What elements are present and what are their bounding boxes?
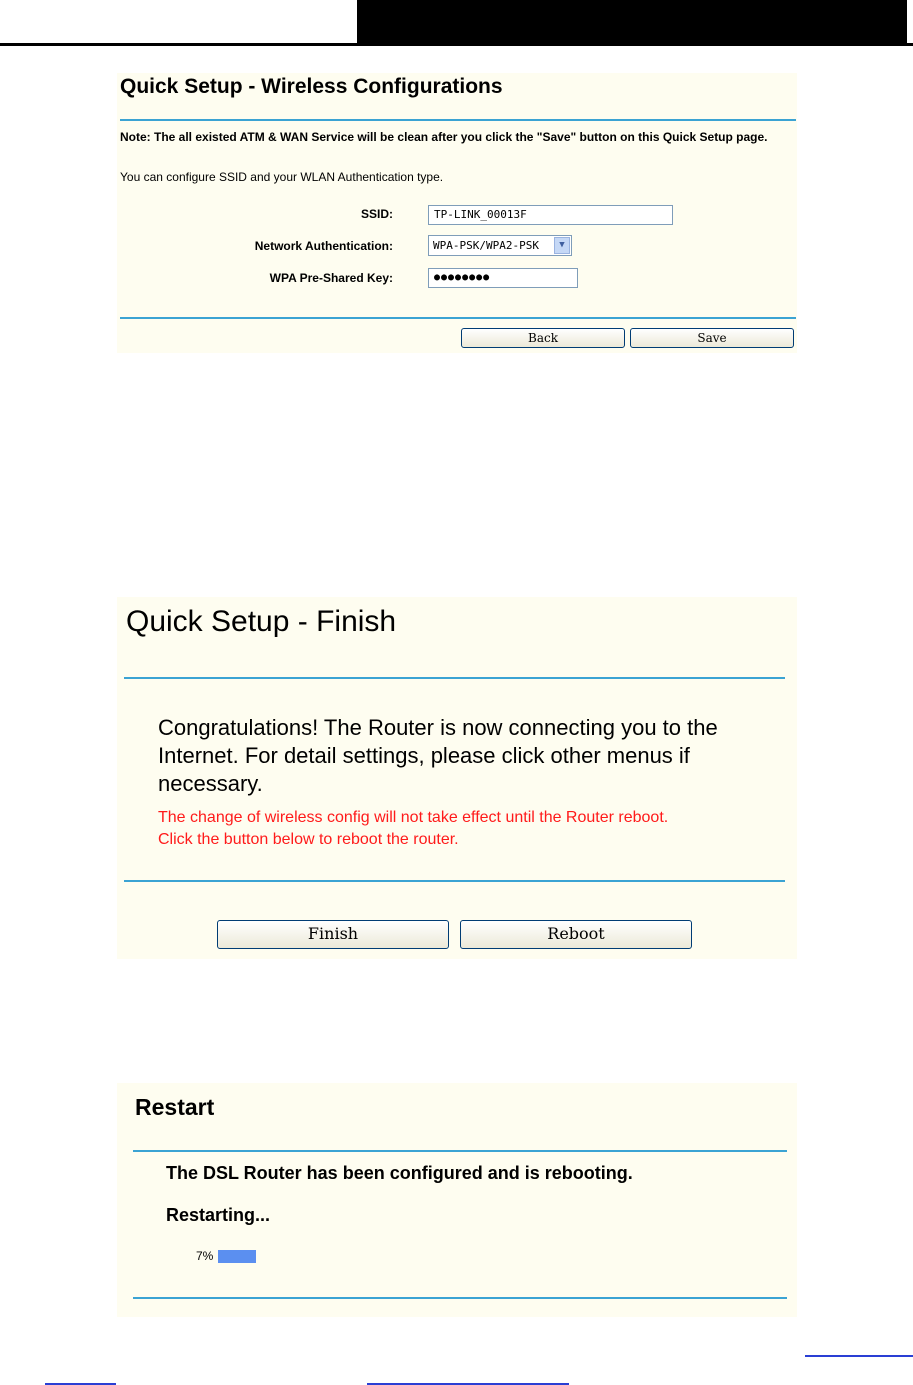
- finish-button[interactable]: Finish: [217, 920, 449, 949]
- ssid-input[interactable]: TP-LINK_00013F: [428, 205, 673, 225]
- back-button[interactable]: Back: [461, 328, 625, 348]
- chevron-down-icon[interactable]: ▼: [554, 237, 570, 254]
- page-title: Restart: [135, 1094, 215, 1120]
- restarting-status: Restarting...: [166, 1205, 271, 1225]
- title-divider: [133, 1150, 787, 1152]
- warning-text: [158, 807, 668, 851]
- warning-line-2: Click the button below to reboot the router.: [158, 831, 459, 848]
- header-bar: [357, 0, 907, 43]
- intro-text: You can configure SSID and your WLAN Authentication type.: [120, 170, 444, 184]
- title-divider: [120, 119, 796, 121]
- auth-select[interactable]: [428, 235, 572, 256]
- auth-select-value: WPA-PSK/WPA2-PSK: [433, 239, 539, 252]
- footer-link-underline[interactable]: [805, 1355, 913, 1357]
- page-title: Quick Setup - Wireless Configurations: [120, 75, 503, 98]
- key-label: WPA Pre-Shared Key:: [269, 271, 393, 285]
- auth-label: Network Authentication:: [254, 239, 393, 253]
- ssid-label: SSID:: [360, 207, 393, 221]
- header-rule: [0, 43, 913, 46]
- title-divider: [124, 677, 785, 679]
- progress-label: 7%: [196, 1249, 214, 1263]
- progress-bar-fill: [218, 1250, 256, 1263]
- restart-panel: [117, 1083, 797, 1317]
- note-text: Note: The all existed ATM & WAN Service will be clean after you click the "Save" button on this Quick Setup page.: [120, 130, 768, 144]
- warning-line-1: The change of wireless config will not take effect until the Router reboot.: [158, 809, 669, 826]
- footer-divider: [124, 880, 785, 882]
- finish-panel: [117, 597, 797, 959]
- congrats-text: Congratulations! The Router is now connecting you to the Internet. For detail settings, please click other menus if necessary.: [158, 715, 718, 796]
- reboot-message: The DSL Router has been configured and is rebooting.: [166, 1163, 633, 1183]
- key-input[interactable]: ●●●●●●●●: [428, 268, 578, 288]
- reboot-button[interactable]: Reboot: [460, 920, 692, 949]
- wireless-config-panel: [117, 73, 797, 353]
- progress-bar: [218, 1250, 758, 1263]
- page-title: Quick Setup - Finish: [126, 605, 397, 638]
- footer-divider: [133, 1297, 787, 1299]
- footer-divider: [120, 317, 796, 319]
- save-button[interactable]: Save: [630, 328, 794, 348]
